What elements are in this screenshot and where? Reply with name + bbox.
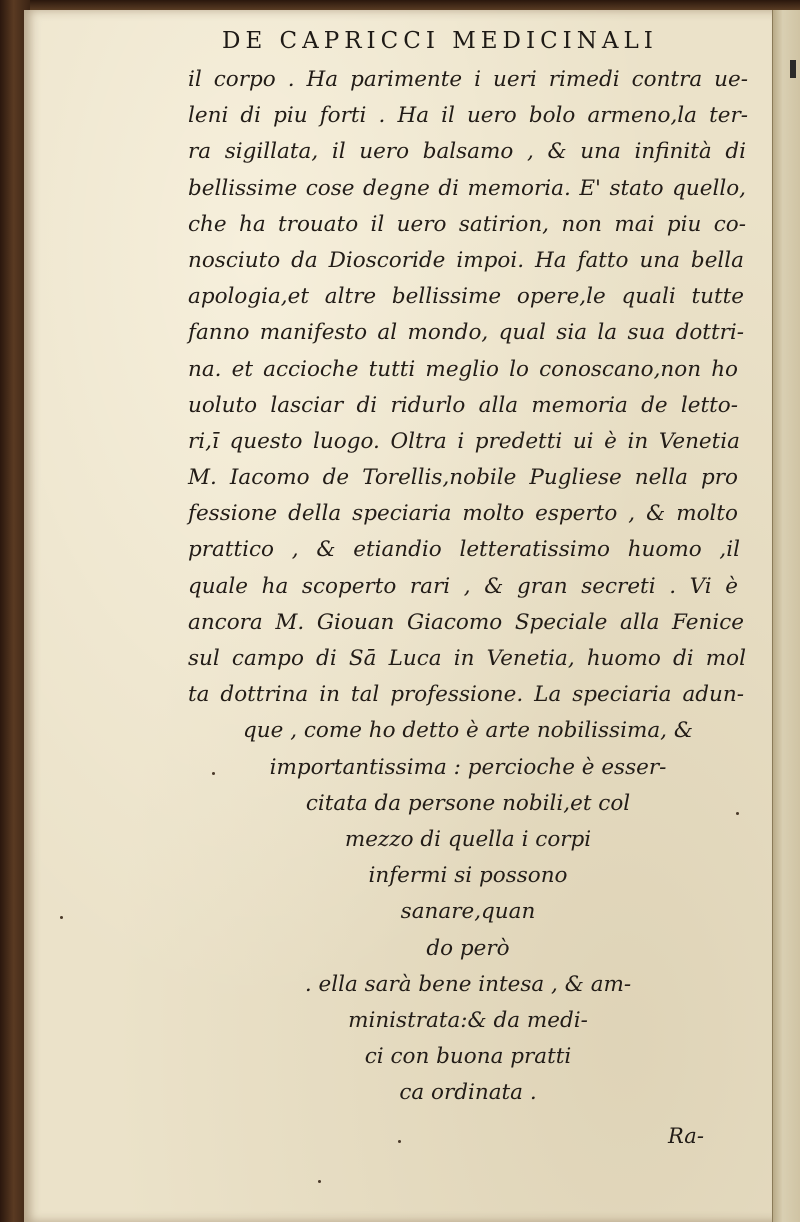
text-line: ta dottrina in tal professione. La speciaria adun-: [188, 682, 744, 708]
body-text: [188, 62, 748, 1111]
text-line: ri,ī questo luogo. Oltra i predetti ui è in Venetia: [188, 428, 740, 454]
text-line: prattico , & etiandio letteratissimo huomo ,il: [188, 537, 740, 563]
text-line: citata da persone nobili,et col: [305, 790, 631, 816]
text-line: ci con buona pratti: [364, 1044, 572, 1070]
text-line: che ha trouato il uero satirion, non mai piu co-: [188, 211, 746, 237]
text-line: . ella sarà bene intesa , & am-: [304, 971, 632, 997]
text-line: nosciuto da Dioscoride impoi. Ha fatto una bella: [188, 247, 744, 273]
catchword: Ra-: [668, 1124, 704, 1148]
text-line: do però: [426, 935, 510, 961]
text-line: leni di piu forti . Ha il uero bolo armeno,la ter-: [188, 103, 748, 129]
edge-mark: [790, 60, 796, 78]
text-line: quale ha scoperto rari , & gran secreti . Vi è: [188, 573, 738, 599]
text-line: il corpo . Ha parimente i ueri rimedi contra ue-: [188, 67, 748, 92]
text-line: infermi si possono: [368, 863, 568, 889]
text-line: que , come ho detto è arte nobilissima, &: [243, 718, 693, 744]
text-line: M. Iacomo de Torellis,nobile Pugliese nella pro: [188, 465, 738, 491]
text-line: fanno manifesto al mondo, qual sia la sua dottri-: [188, 320, 744, 346]
text-line: bellissime cose degne di memoria. E' stato quello,: [188, 175, 746, 201]
ink-speck: [398, 1140, 401, 1143]
text-line: fessione della speciaria molto esperto , & molto: [188, 501, 738, 527]
text-line: mezzo di quella i corpi: [344, 826, 592, 852]
ink-speck: [736, 812, 739, 815]
text-line: ca ordinata .: [399, 1080, 537, 1106]
ink-speck: [318, 1180, 321, 1183]
text-line: sanare,quan: [400, 899, 536, 925]
text-line: ancora M. Giouan Giacomo Speciale alla Fenice: [188, 609, 744, 635]
running-header: DE CAPRICCI MEDICINALI: [222, 28, 658, 54]
text-line: importantissima : percioche è esser-: [269, 754, 667, 780]
text-line: ministrata:& da medi-: [348, 1007, 588, 1033]
ink-speck: [212, 772, 215, 775]
text-line: na. et accioche tutti meglio lo conoscano,non ho: [188, 356, 738, 382]
text-line: uoluto lasciar di ridurlo alla memoria de letto-: [188, 392, 738, 418]
ink-speck: [60, 916, 63, 919]
facing-page-edge: [772, 10, 800, 1222]
text-line: ra sigillata, il uero balsamo , & una infinità di: [188, 139, 746, 165]
text-line: sul campo di Sā Luca in Venetia, huomo di mol: [188, 646, 746, 671]
text-line: apologia,et altre bellissime opere,le quali tutte: [188, 284, 744, 310]
